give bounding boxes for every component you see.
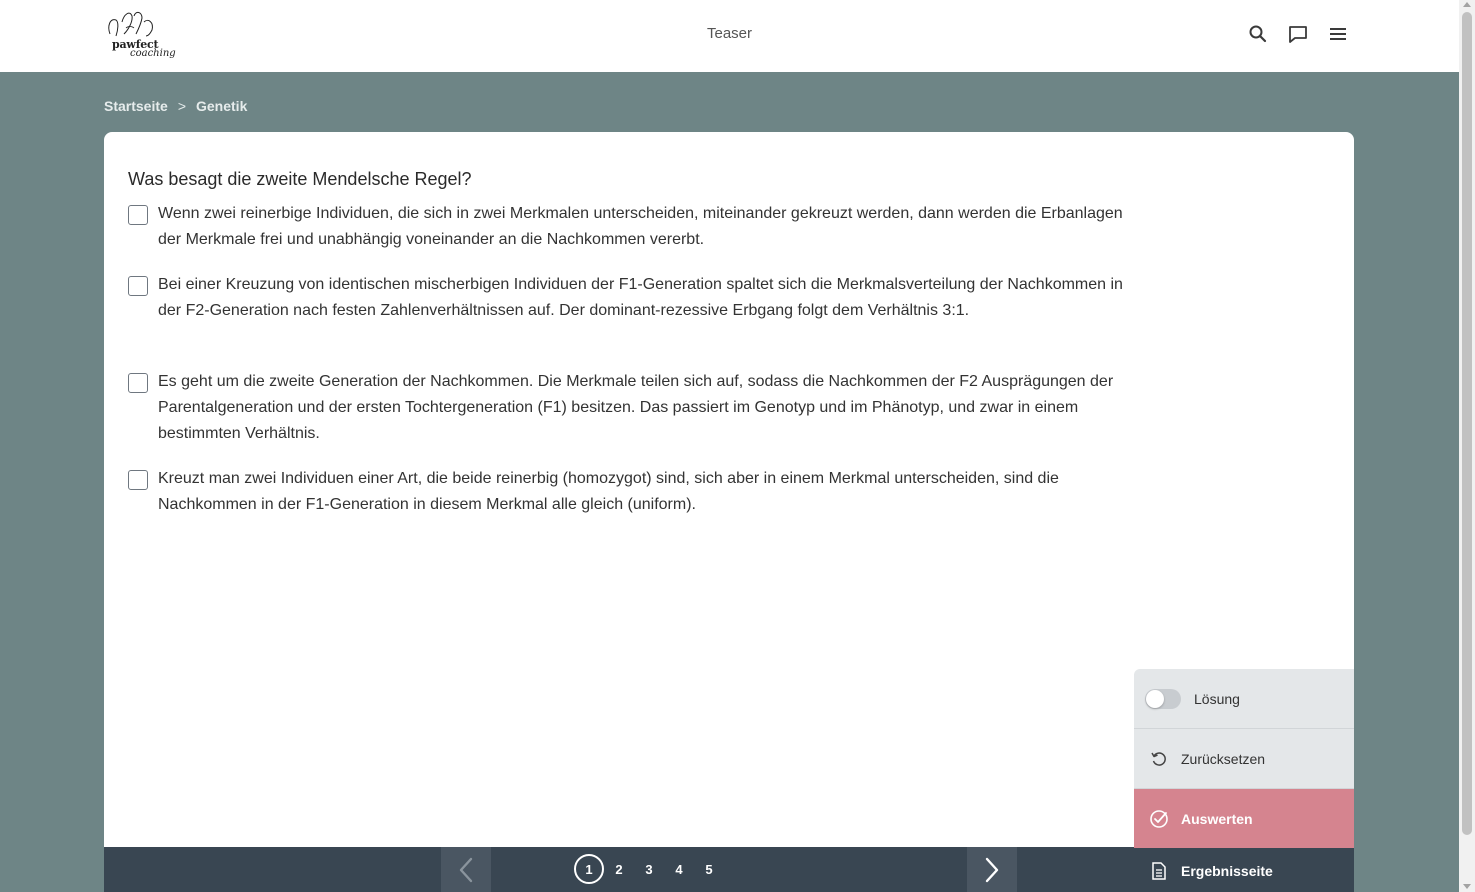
question-pager bbox=[104, 847, 1134, 892]
page-numbers bbox=[574, 854, 724, 884]
breadcrumb-separator-icon: > bbox=[177, 98, 186, 114]
answer-option[interactable] bbox=[128, 468, 1138, 518]
logo-text-coaching: coaching bbox=[130, 48, 176, 59]
scroll-up-arrow-icon[interactable] bbox=[1463, 2, 1471, 7]
evaluate-label: Auswerten bbox=[1181, 810, 1253, 827]
page-button-5[interactable]: 5 bbox=[705, 861, 713, 877]
next-question-button[interactable] bbox=[967, 847, 1017, 892]
breadcrumb-current-link[interactable]: Genetik bbox=[196, 98, 248, 114]
solution-toggle[interactable] bbox=[1145, 689, 1181, 709]
answer-text[interactable]: Wenn zwei reinerbige Individuen, die sich in zwei Merkmalen unterscheiden, miteinander gekreuzt werden, dann werden die Erbanlagen der Merkmale frei und unabhängig voneinander an die Nachkommen vererbt. bbox=[158, 205, 1123, 248]
previous-question-button[interactable] bbox=[441, 847, 491, 892]
answer-option[interactable] bbox=[128, 274, 1138, 324]
quiz-card bbox=[104, 132, 1354, 892]
breadcrumb bbox=[104, 98, 247, 114]
page-title: Teaser bbox=[706, 25, 753, 42]
top-bar bbox=[0, 0, 1459, 72]
quiz-action-panel bbox=[1134, 669, 1354, 892]
scrollbar-thumb[interactable] bbox=[1462, 12, 1472, 835]
results-page-label: Ergebnisseite bbox=[1181, 862, 1273, 879]
answer-checkbox[interactable] bbox=[128, 276, 148, 296]
answer-text[interactable]: Bei einer Kreuzung von identischen mischerbigen Individuen der F1-Generation spaltet sich die Merkmalsverteilung der Nachkommen in der F2-Generation nach festen Zahlenverhältnissen auf. Der dominant-rezessive Erbgang folgt dem Verhältnis 3:1. bbox=[158, 276, 1123, 319]
answer-checkbox[interactable] bbox=[128, 205, 148, 225]
results-page-button[interactable] bbox=[1134, 848, 1354, 892]
question-text: Was besagt die zweite Mendelsche Regel? bbox=[128, 169, 472, 189]
page-button-3[interactable]: 3 bbox=[645, 861, 653, 877]
chevron-right-icon bbox=[983, 857, 1001, 883]
breadcrumb-home-link[interactable]: Startseite bbox=[104, 98, 168, 114]
answer-checkbox[interactable] bbox=[128, 373, 148, 393]
undo-icon bbox=[1148, 748, 1170, 770]
page-button-1[interactable]: 1 bbox=[574, 854, 604, 884]
answer-option[interactable] bbox=[128, 371, 1138, 447]
toggle-knob bbox=[1146, 690, 1164, 708]
answer-option[interactable] bbox=[128, 203, 1138, 253]
answer-text[interactable]: Es geht um die zweite Generation der Nachkommen. Die Merkmale teilen sich auf, sodass die Nachkommen der F2 Ausprägungen der Parentalgeneration und der ersten Tochtergeneration (F1) besitzen. Das passiert im Genotyp und im Phänotyp, und zwar in einem bestimmten Verhältnis. bbox=[158, 373, 1114, 442]
reset-button[interactable] bbox=[1134, 729, 1354, 789]
solution-label: Lösung bbox=[1194, 690, 1240, 707]
answer-checkbox[interactable] bbox=[128, 470, 148, 490]
logo-text-pawfect: pawfect bbox=[112, 38, 159, 51]
page-button-4[interactable]: 4 bbox=[675, 861, 683, 877]
chat-icon[interactable] bbox=[1286, 22, 1310, 46]
page-button-2[interactable]: 2 bbox=[615, 861, 623, 877]
solution-toggle-row[interactable] bbox=[1134, 669, 1354, 729]
scroll-down-arrow-icon[interactable] bbox=[1463, 884, 1471, 889]
document-icon bbox=[1148, 860, 1170, 882]
check-circle-icon bbox=[1148, 808, 1170, 830]
menu-icon[interactable] bbox=[1326, 22, 1350, 46]
answer-text[interactable]: Kreuzt man zwei Individuen einer Art, die beide reinerbig (homozygot) sind, sich aber in einem Merkmal unterscheiden, sind die Nachkommen in der F1-Generation in diesem Merkmal alle gleich (uniform). bbox=[158, 470, 1059, 513]
vertical-scrollbar[interactable] bbox=[1459, 0, 1475, 892]
reset-label: Zurücksetzen bbox=[1181, 750, 1266, 767]
chevron-left-icon bbox=[457, 857, 475, 883]
evaluate-button[interactable] bbox=[1134, 789, 1354, 848]
search-icon[interactable] bbox=[1246, 22, 1270, 46]
